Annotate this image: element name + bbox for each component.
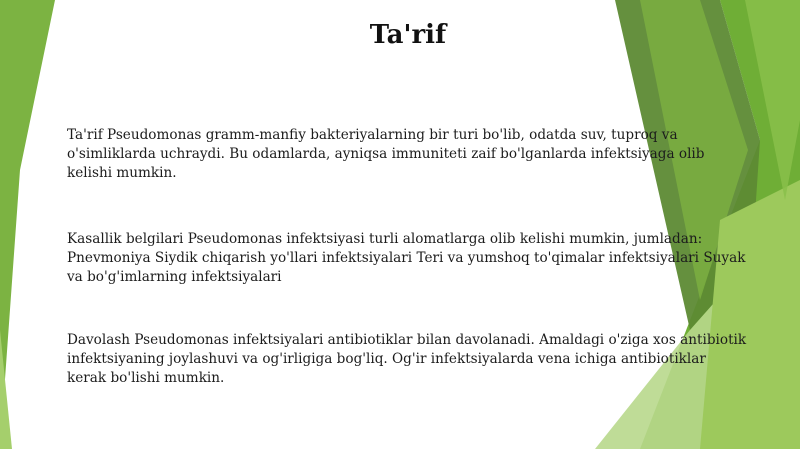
symptoms-paragraph: Kasallik belgilari Pseudomonas infektsiyasi turli alomatlarga olib kelishi mumkin, jumladan: Pnevmoniya Siydik chiqarish yo'llari infektsiyalari Teri va yumshoq to'qimalar infektsiyalari Suyak va bo'g'imlarning infektsiyalari	[67, 231, 746, 285]
slide-title: Ta'rif	[369, 20, 447, 50]
treatment-paragraph: Davolash Pseudomonas infektsiyalari antibiotiklar bilan davolanadi. Amaldagi o'ziga xos antibiotik infektsiyaning joylashuvi va og'irligiga bog'liq. Og'ir infektsiyalarda vena ichiga antibiotiklar kerak bo'lishi mumkin.	[67, 332, 747, 386]
definition-paragraph: Ta'rif Pseudomonas gramm-manfiy bakteriyalarning bir turi bo'lib, odatda suv, tuproq va o'simliklarda uchraydi. Bu odamlarda, ayniqsa immuniteti zaif bo'lganlarda infektsiyaga olib kelishi mumkin.	[67, 127, 705, 181]
left-green-shape	[0, 0, 55, 449]
